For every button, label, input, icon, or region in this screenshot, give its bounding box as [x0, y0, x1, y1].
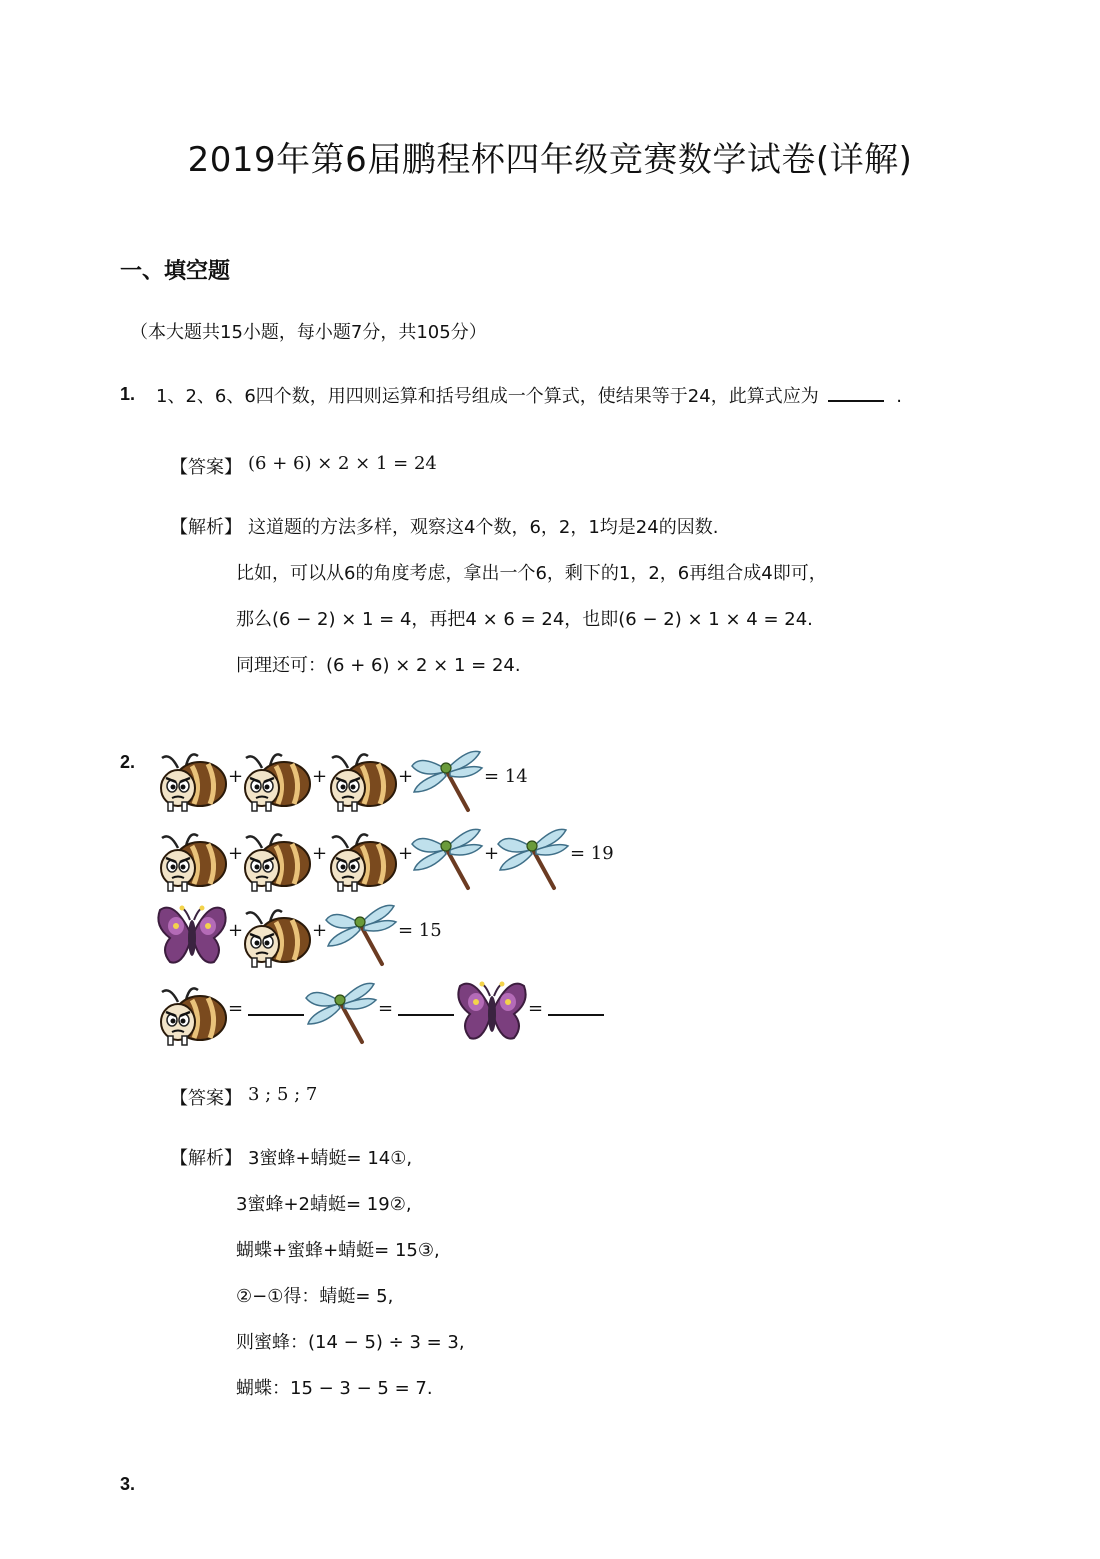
answer-blank-butterfly	[548, 1014, 604, 1016]
equals-sign: =	[528, 998, 544, 1019]
equals-sign: =	[378, 998, 394, 1019]
q2-answer: 3 ; 5 ; 7	[248, 1084, 318, 1105]
answer-blank-dragonfly	[398, 1014, 454, 1016]
q2-analysis-line: 3蜜蜂+蜻蜓= 14①,	[248, 1148, 413, 1169]
question-3-number: 3.	[120, 1474, 136, 1494]
bee-icon	[156, 830, 228, 898]
dragonfly-icon	[410, 822, 484, 890]
q2-analysis-line: 则蜜蜂：(14 − 5) ÷ 3 = 3,	[236, 1332, 465, 1353]
plus-sign: +	[398, 843, 414, 864]
q2-answer-label: 【答案】	[170, 1088, 242, 1109]
bee-icon	[156, 984, 228, 1052]
q2-analysis-line: ②−①得：蜻蜓= 5,	[236, 1286, 394, 1307]
q2-analysis-line: 蝴蝶+蜜蜂+蜻蜓= 15③,	[236, 1240, 440, 1261]
q2-analysis-line: 3蜜蜂+2蜻蜓= 19②,	[236, 1194, 412, 1215]
plus-sign: +	[312, 920, 328, 941]
section-heading: 一、填空题	[120, 259, 231, 284]
q2-analysis-label: 【解析】	[170, 1148, 242, 1169]
row-result: = 14	[484, 766, 528, 787]
plus-sign: +	[228, 920, 244, 941]
q1-analysis-label: 【解析】	[170, 517, 242, 538]
q1-analysis-line: 这道题的方法多样，观察这4个数，6，2，1均是24的因数.	[248, 517, 719, 538]
section-note: （本大题共15小题，每小题7分，共105分）	[130, 322, 487, 343]
dragonfly-icon	[496, 822, 570, 890]
q1-analysis-line: 同理还可：(6 + 6) × 2 × 1 = 24.	[236, 655, 521, 676]
q1-answer: (6 + 6) × 2 × 1 = 24	[248, 453, 437, 474]
bee-icon	[240, 750, 312, 818]
plus-sign: +	[398, 766, 414, 787]
bee-icon	[240, 830, 312, 898]
page-title: 2019年第6届鹏程杯四年级竞赛数学试卷(详解)	[187, 140, 913, 180]
answer-blank	[828, 400, 884, 402]
row-result: = 19	[570, 843, 614, 864]
bee-icon	[156, 750, 228, 818]
butterfly-icon	[156, 902, 228, 966]
q1-analysis-line: 那么(6 − 2) × 1 = 4，再把4 × 6 = 24，也即(6 − 2) × 1 × 4 = 24.	[236, 609, 813, 630]
plus-sign: +	[228, 766, 244, 787]
question-1-stem-text: 1、2、6、6四个数，用四则运算和括号组成一个算式，使结果等于24，此算式应为	[156, 386, 819, 407]
dragonfly-icon	[410, 744, 484, 812]
row-result: = 15	[398, 920, 442, 941]
plus-sign: +	[312, 843, 328, 864]
bee-icon	[240, 906, 312, 974]
plus-sign: +	[312, 766, 328, 787]
bee-icon	[326, 750, 398, 818]
question-2-number: 2.	[120, 752, 136, 772]
question-1-stem-end: .	[896, 386, 902, 407]
bee-icon	[326, 830, 398, 898]
dragonfly-icon	[304, 976, 378, 1044]
answer-blank-bee	[248, 1014, 304, 1016]
q1-analysis-line: 比如，可以从6的角度考虑，拿出一个6，剩下的1，2，6再组合成4即可，	[236, 563, 827, 584]
plus-sign: +	[228, 843, 244, 864]
butterfly-icon	[456, 978, 528, 1042]
dragonfly-icon	[324, 898, 398, 966]
q1-answer-label: 【答案】	[170, 457, 242, 478]
plus-sign: +	[484, 843, 500, 864]
equals-sign: =	[228, 998, 244, 1019]
question-1-stem	[156, 382, 902, 408]
q2-analysis-line: 蝴蝶：15 − 3 − 5 = 7.	[236, 1378, 433, 1399]
question-1-number: 1.	[120, 384, 136, 404]
